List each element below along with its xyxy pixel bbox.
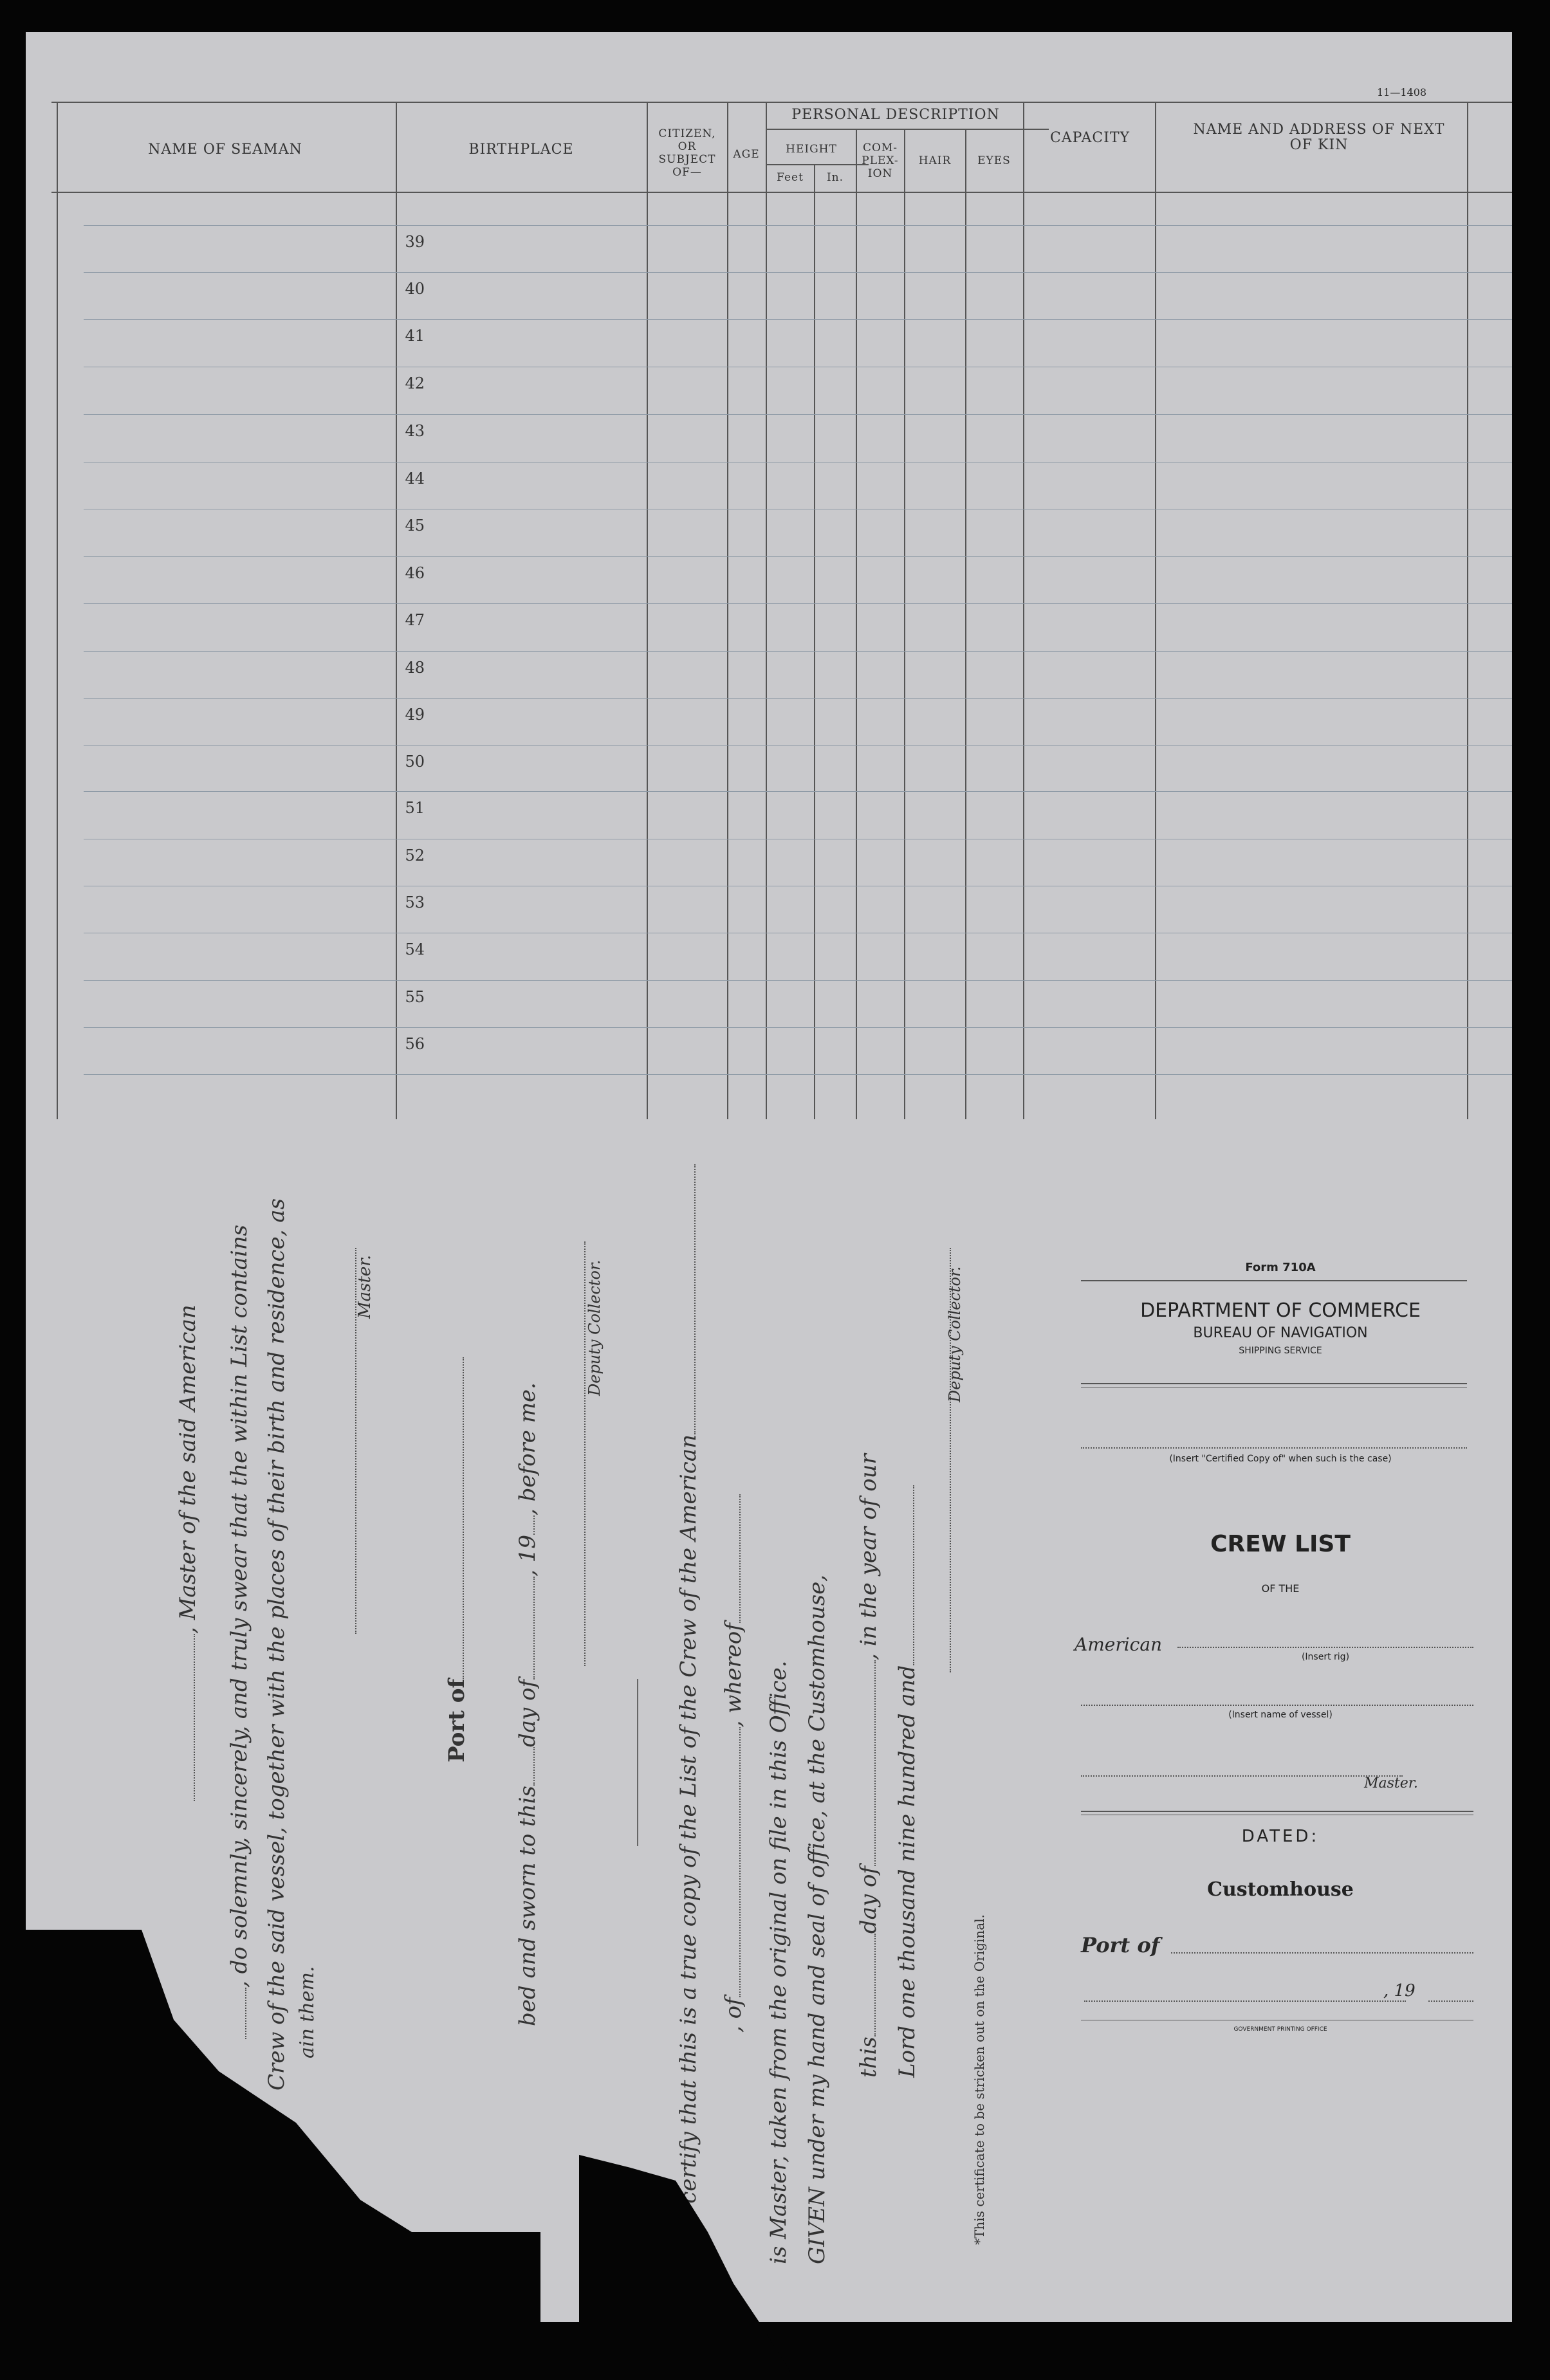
col-line (57, 103, 58, 1119)
deputy-collector-label: Deputy Collector. (586, 1259, 604, 1396)
cover-dated: DATED: (1241, 1827, 1320, 1846)
col-line (1023, 103, 1024, 1119)
oath-port-of (444, 1357, 470, 1762)
row-number: 42 (405, 374, 425, 392)
before-me-text: , before me. (515, 1382, 540, 1515)
cover-port-of: Port of (1081, 1933, 1160, 1957)
row-rule (84, 556, 1512, 557)
col-line (965, 129, 966, 1119)
row-number: 40 (405, 280, 425, 298)
row-rule (84, 225, 1512, 226)
blank-line (447, 1357, 464, 1679)
header-next-of-kin: NAME AND ADDRESS OF NEXT OF KIN (1193, 122, 1445, 153)
header-bottom-rule (51, 192, 1512, 193)
cert-text: , of (721, 1997, 746, 2033)
blank-line (859, 1660, 876, 1866)
cover-year: , 19 (1383, 1981, 1416, 2000)
cover-blank-rig (1177, 1647, 1473, 1648)
row-number: 48 (405, 659, 425, 677)
master-label: Master. (355, 1254, 374, 1319)
row-number: 55 (405, 988, 425, 1006)
oath-line-4 (296, 1966, 318, 2058)
row-rule (84, 414, 1512, 415)
col-line (856, 129, 857, 1119)
sworn-text: bed and sworn to this (515, 1786, 540, 2026)
cover-service: SHIPPING SERVICE (1239, 1346, 1322, 1356)
cert-text: , in the year of our (856, 1454, 881, 1660)
blank-line (518, 1747, 535, 1786)
cover-american: American (1075, 1634, 1163, 1655)
footnote-text: *This certificate to be stricken out on the Original. (972, 1914, 987, 2245)
header-feet: Feet (777, 171, 804, 184)
blank-line (230, 1988, 246, 2039)
oath-master-label (355, 1255, 374, 1319)
cover-master: Master. (1364, 1775, 1418, 1791)
header-citizen: CITIZEN, OR SUBJECT OF— (658, 127, 716, 179)
oath-deputy-collector (586, 1260, 604, 1396)
cover-of-the: OF THE (1261, 1582, 1300, 1595)
row-number: 51 (405, 799, 425, 817)
oath-text: ain them. (296, 1966, 318, 2058)
cert-text: is Master, taken from the original on file in this Office. (766, 1660, 791, 2264)
oath-text: Crew of the said vessel, together with the places of their birth and residence, as (264, 1198, 290, 2091)
form-code: 11—1408 (1377, 86, 1427, 98)
cover-blank-date (1084, 2000, 1406, 2002)
oath-sworn-line (515, 1382, 540, 2026)
cert-line-4 (856, 1454, 881, 2078)
col-line (766, 103, 767, 1119)
row-number: 53 (405, 893, 425, 911)
header-hair: HAIR (918, 154, 952, 167)
row-rule (84, 603, 1512, 604)
deputy-collector-label: Deputy Collector. (946, 1266, 964, 1402)
col-line (814, 164, 815, 1119)
cover-department: DEPARTMENT OF COMMERCE (1140, 1299, 1421, 1322)
cover-blank-port (1171, 1952, 1473, 1954)
cover-customhouse: Customhouse (1207, 1878, 1354, 1901)
cover-insert-certified: (Insert "Certified Copy of" when such is the case) (1169, 1454, 1392, 1464)
row-number: 56 (405, 1035, 425, 1053)
row-rule (84, 1027, 1512, 1028)
col-line (1467, 103, 1468, 1119)
blank-line (724, 1494, 741, 1623)
blank-line (679, 1164, 696, 1434)
cert-footnote (972, 1914, 987, 2245)
cert-deputy-collector (946, 1267, 964, 1402)
divider-mark (637, 1679, 638, 1846)
height-sub-rule (766, 164, 869, 165)
header-name-of-seaman: NAME OF SEAMAN (148, 142, 302, 158)
cert-line-5 (894, 1485, 920, 2078)
header-birthplace: BIRTHPLACE (468, 142, 574, 158)
row-rule (84, 319, 1512, 320)
row-rule (84, 791, 1512, 792)
header-eyes: EYES (977, 154, 1011, 167)
cover-rule (1081, 1383, 1467, 1384)
row-rule (84, 1074, 1512, 1075)
cert-line-3 (804, 1575, 830, 2264)
cover-blank-vessel (1081, 1705, 1473, 1706)
cover-printer: GOVERNMENT PRINTING OFFICE (1233, 2026, 1327, 2033)
row-number: 43 (405, 422, 425, 440)
row-rule (84, 745, 1512, 746)
cover-form-number: Form 710A (1245, 1261, 1316, 1274)
header-complexion: COM- PLEX- ION (862, 142, 899, 180)
blank-line (898, 1485, 914, 1665)
form-page (26, 32, 1512, 2322)
oath-line-2 (226, 1225, 252, 2039)
oath-line-3 (264, 1198, 290, 2091)
blank-line (518, 1577, 535, 1680)
cover-blank-year (1428, 2000, 1473, 2002)
blank-line (724, 1727, 741, 1997)
col-line (904, 129, 905, 1119)
cert-text: Lord one thousand nine hundred and (894, 1665, 920, 2078)
row-number: 44 (405, 470, 425, 488)
oath-line-1 (175, 1304, 201, 1801)
row-rule (84, 272, 1512, 273)
header-height: HEIGHT (786, 143, 837, 156)
row-number: 47 (405, 611, 425, 629)
cert-text: day of (856, 1866, 881, 1934)
row-number: 39 (405, 233, 425, 251)
row-number: 54 (405, 940, 425, 958)
row-number: 52 (405, 847, 425, 865)
header-inches: In. (826, 171, 844, 184)
cover-title: CREW LIST (1210, 1531, 1351, 1557)
cover-insert-rig: (Insert rig) (1301, 1652, 1350, 1662)
cover-bureau: BUREAU OF NAVIGATION (1193, 1325, 1368, 1341)
cover-blank-certified (1081, 1447, 1467, 1449)
cert-text: this (856, 2037, 881, 2078)
cert-line-2 (766, 1660, 791, 2264)
pd-sub-rule (766, 129, 1049, 130)
col-line (727, 103, 728, 1119)
oath-text: , do solemnly, sincerely, and truly swear that the within List contains (226, 1224, 252, 1988)
blank-line (178, 1634, 195, 1801)
cert-text: GIVEN under my hand and seal of office, at the Customhouse, (804, 1574, 830, 2264)
port-of-label: Port of (444, 1678, 470, 1762)
cert-line-1b (721, 1494, 746, 2033)
cert-text: , whereof (721, 1623, 746, 1728)
row-number: 41 (405, 327, 425, 345)
row-rule (84, 698, 1512, 699)
cover-blank-master (1081, 1775, 1403, 1777)
row-rule (84, 980, 1512, 981)
oath-text: , Master of the said American (175, 1304, 201, 1634)
row-number: 46 (405, 564, 425, 582)
blank-line (859, 1934, 876, 2037)
row-rule (84, 651, 1512, 652)
cert-line-1 (676, 1164, 701, 2219)
row-number: 49 (405, 706, 425, 724)
header-top-rule (51, 102, 1512, 103)
header-personal-description: PERSONAL DESCRIPTION (791, 107, 1000, 123)
blank-line (518, 1515, 535, 1535)
cover-rule (1081, 1280, 1467, 1281)
row-number: 50 (405, 753, 425, 771)
day-of-text: day of (515, 1679, 540, 1747)
col-line (1155, 103, 1156, 1119)
header-age: AGE (733, 148, 760, 161)
header-capacity: CAPACITY (1049, 130, 1130, 146)
cert-text: I certify that this is a true copy of the List of the Crew of the American (676, 1434, 701, 2219)
cover-rule (1081, 1811, 1473, 1812)
col-line (647, 103, 648, 1119)
row-number: 45 (405, 517, 425, 535)
year-text: , 19 (515, 1535, 540, 1577)
cover-insert-name: (Insert name of vessel) (1228, 1710, 1333, 1720)
